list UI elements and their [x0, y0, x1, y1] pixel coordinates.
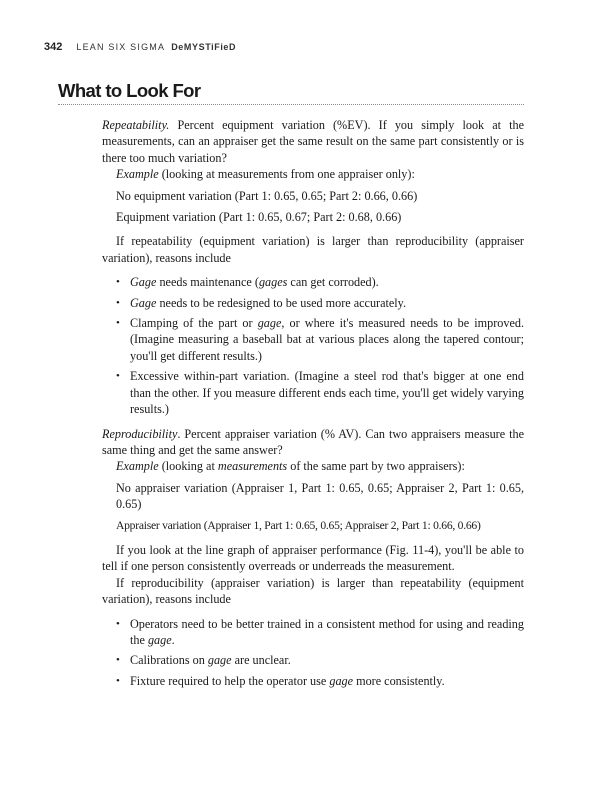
bullet-icon: •: [116, 317, 120, 330]
dotted-rule: [58, 104, 524, 105]
list-item: [102, 315, 524, 364]
example-label: Example: [116, 459, 159, 474]
line-graph-paragraph: If you look at the line graph of appraiser performance (Fig. 11-4), you'll be able to tell if one person consistently overreads or underreads the measurement.: [102, 542, 524, 574]
bullet-icon: •: [116, 617, 120, 630]
reproducibility-text: . Percent appraiser variation (% AV). Can two appraisers measure the same thing and get the same answer?: [102, 426, 524, 457]
item-text: .: [171, 632, 175, 647]
repeatability-reasons-intro: If repeatability (equipment variation) is larger than reproducibility (appraiser variation), reasons include: [102, 234, 524, 265]
repeatability-example: [102, 166, 524, 182]
reproducibility-term: Reproducibility: [102, 426, 178, 441]
example-text: of the same part by two appraisers):: [287, 459, 465, 474]
list-item: [102, 652, 524, 668]
section-title: What to Look For: [58, 80, 201, 101]
item-text: Operators need to be better trained in a consistent method for using and reading the: [130, 616, 524, 647]
bullet-icon: •: [116, 370, 120, 383]
repeatability-term: Repeatability.: [102, 118, 170, 132]
item-text: Calibrations on: [130, 653, 208, 668]
example-label: Example: [116, 167, 159, 182]
appraiser-variation-line: Appraiser variation (Appraiser 1, Part 1: 0.65, 0.65; Appraiser 2, Part 1: 0.66, 0.66): [116, 518, 481, 532]
list-item: [102, 274, 524, 290]
bullet-icon: •: [116, 654, 120, 667]
running-title: LEAN SIX SIGMA: [76, 42, 166, 52]
no-appraiser-variation-line: No appraiser variation (Appraiser 1, Part 1: 0.65, 0.65; Appraiser 2, Part 1: 0.65, 0.65): [116, 480, 524, 512]
example-text: (looking at: [158, 459, 218, 474]
italic-term: gage: [329, 673, 354, 688]
body-content: [102, 117, 524, 693]
brand-name: DeMYSTiFieD: [171, 42, 237, 52]
italic-term: gage: [257, 316, 282, 331]
reproducibility-example: [102, 458, 524, 474]
bullet-icon: •: [116, 296, 120, 309]
repeatability-text: Percent equipment variation (%EV). If you simply look at the measurements, can an appraiser get the same result on the same part consistently or is there too much variation?: [102, 118, 524, 165]
bullet-icon: •: [116, 674, 120, 687]
running-header: [44, 41, 236, 53]
italic-term: Gage: [130, 295, 157, 310]
page-number: 342: [44, 41, 63, 53]
list-item: [102, 673, 524, 689]
reproducibility-reasons-intro: If reproducibility (appraiser variation) is larger than repeatability (equipment variation), reasons include: [102, 575, 524, 607]
italic-term: Gage: [130, 275, 157, 290]
item-text: can get corroded).: [287, 275, 379, 290]
item-text: more consistently.: [353, 673, 445, 688]
item-text: are unclear.: [231, 653, 291, 668]
italic-term: gage: [207, 653, 232, 668]
item-text: Excessive within-part variation. (Imagine a steel rod that's bigger at one end than the other. If you measure different ends each time, you'll get widely varying results.): [130, 369, 524, 417]
example-text: (looking at measurements from one appraiser only):: [158, 167, 415, 182]
reproducibility-paragraph: [102, 426, 524, 459]
no-equipment-variation-line: No equipment variation (Part 1: 0.65, 0.65; Part 2: 0.66, 0.66): [116, 188, 418, 203]
italic-term: measurements: [217, 459, 288, 474]
list-item: [102, 368, 524, 417]
item-text: Fixture required to help the operator use: [130, 673, 330, 688]
list-item: [102, 616, 524, 649]
bullet-icon: •: [116, 276, 120, 289]
item-text: , or where it's measured needs to be improved. (Imagine measuring a baseball bat at various places along the tapered contour; you'll get different results.): [130, 316, 524, 363]
italic-term: gages: [258, 275, 288, 290]
item-text: Clamping of the part or: [130, 316, 258, 331]
list-item: [102, 295, 524, 311]
equipment-variation-line: Equipment variation (Part 1: 0.65, 0.67; Part 2: 0.68, 0.66): [116, 210, 402, 225]
reproducibility-reasons-list: [102, 616, 524, 690]
repeatability-reasons-list: [102, 274, 524, 417]
repeatability-paragraph: [102, 117, 524, 166]
item-text: needs to be redesigned to be used more accurately.: [156, 295, 407, 310]
italic-term: gage: [147, 632, 172, 647]
item-text: needs maintenance (: [156, 275, 259, 290]
